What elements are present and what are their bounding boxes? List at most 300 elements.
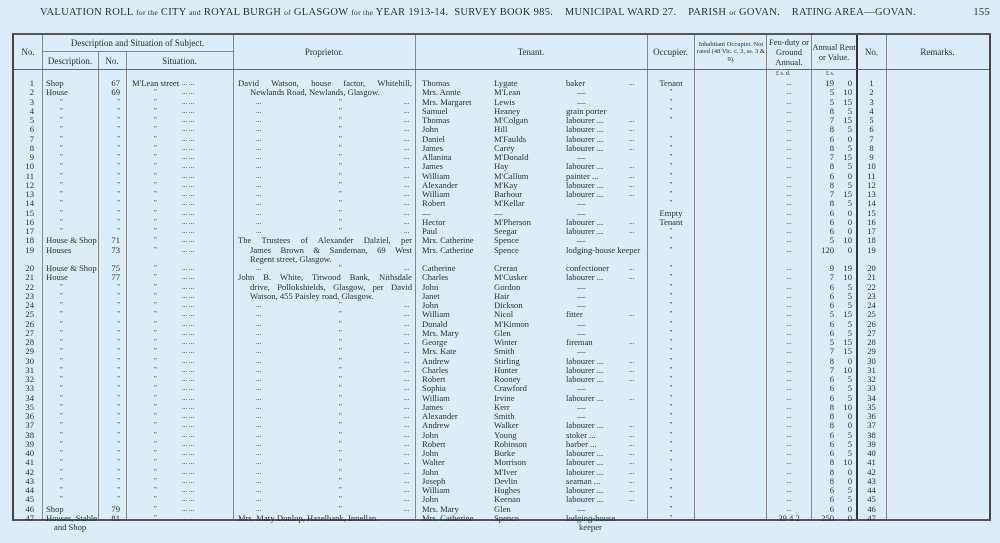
tenant-first-name: John	[422, 429, 439, 440]
proprietor-ditto: "	[339, 162, 342, 171]
tenant-surname: M'Donald	[494, 152, 529, 162]
tenant-first-name: Mrs. Annie	[422, 87, 461, 98]
situation-dots: ... ...	[182, 291, 195, 300]
proprietor-line: Watson, 455 Paisley road, Glasgow.	[250, 290, 374, 301]
occupation: stoker ...	[566, 429, 596, 440]
proprietor-ditto: ...	[256, 208, 262, 217]
row-number: 11	[25, 170, 34, 181]
feu-duty: ...	[786, 476, 792, 485]
feu-duty: ...	[786, 171, 792, 180]
proprietor-ditto: "	[339, 467, 342, 476]
occupier: "	[669, 356, 673, 365]
situation: "	[154, 393, 157, 402]
proprietor-ditto: ...	[256, 458, 262, 467]
row-number: 15	[25, 207, 34, 218]
proprietor-ditto: ...	[404, 208, 410, 217]
description: "	[60, 347, 63, 356]
situation-dots: ... ...	[182, 171, 195, 180]
situation-dots: ... ...	[182, 143, 195, 152]
rent-pounds: 6	[829, 226, 834, 236]
rent-shillings: 5	[847, 142, 852, 153]
street-number: "	[117, 97, 120, 106]
header-occupier: Occupier.	[653, 47, 688, 57]
rent-shillings: 5	[847, 300, 852, 310]
proprietor-ditto: ...	[256, 439, 262, 448]
row-number: 6	[29, 124, 34, 135]
row-number-right: 39	[867, 438, 876, 449]
occupation: seaman ...	[566, 475, 601, 486]
tenant-first-name: Sophia	[422, 383, 446, 394]
feu-duty: ...	[786, 393, 792, 402]
row-number-right: 37	[867, 420, 876, 431]
rent-shillings: 5	[847, 318, 852, 329]
rent-pounds: 7	[829, 364, 834, 375]
rent-pounds: 6	[829, 485, 834, 495]
row-number: 14	[25, 198, 34, 209]
occupier: "	[669, 116, 673, 124]
proprietor-ditto: ...	[404, 328, 410, 337]
row-number-right: 22	[867, 281, 876, 292]
rent-shillings: 0	[847, 512, 852, 523]
row-number: 44	[25, 485, 34, 495]
title-text: for the	[351, 8, 374, 17]
header-annual-rent: Annual Rent or Value.	[812, 42, 856, 62]
occupation: —	[577, 87, 586, 98]
proprietor-ditto: "	[339, 319, 342, 328]
situation-dots: ... ...	[182, 125, 195, 134]
description: "	[60, 227, 63, 235]
rent-pounds: 8	[829, 411, 834, 421]
situation-dots: ... ...	[182, 375, 195, 383]
row-number-right: 9	[869, 152, 874, 162]
rent-pounds: 120	[821, 244, 834, 255]
rent-pounds: 8	[829, 457, 834, 468]
occupation-dots: ...	[629, 476, 635, 485]
feu-duty: ...	[786, 106, 792, 115]
proprietor-ditto: ...	[256, 162, 262, 171]
tenant-first-name: Robert	[422, 198, 446, 209]
rent-pounds: 6	[829, 318, 834, 329]
feu-duty: ...	[786, 97, 792, 106]
proprietor-ditto: ...	[404, 504, 410, 513]
situation-dots: ... ...	[182, 421, 195, 430]
street-number: "	[117, 412, 120, 420]
occupation-dots: ...	[629, 458, 635, 467]
occupier: "	[669, 338, 673, 346]
occupation: —	[577, 207, 586, 218]
occupier: "	[669, 393, 673, 402]
occupation: painter ...	[566, 170, 599, 181]
feu-duty: ...	[786, 227, 792, 235]
row-number: 3	[29, 96, 34, 107]
situation: "	[154, 162, 157, 171]
rent-shillings: 15	[843, 337, 852, 347]
proprietor-ditto: ...	[256, 328, 262, 337]
row-number: 1	[29, 78, 34, 88]
rent-pounds: 5	[829, 96, 834, 107]
street-number: "	[117, 217, 120, 226]
situation-dots: ... ...	[182, 245, 195, 254]
occupation: labourer ...	[566, 364, 604, 375]
row-number: 22	[25, 281, 34, 292]
row-number: 46	[25, 503, 34, 514]
proprietor-ditto: ...	[256, 301, 262, 309]
description: House	[46, 87, 68, 98]
rent-pounds: 7	[829, 346, 834, 357]
situation-dots: ... ...	[182, 162, 195, 171]
situation-dots: ... ...	[182, 319, 195, 328]
situation: "	[154, 180, 157, 189]
feu-duty: ...	[786, 412, 792, 420]
tenant-surname: Walker	[494, 420, 519, 431]
situation: "	[154, 402, 157, 411]
header-remarks: Remarks.	[920, 47, 955, 57]
tenant-surname: Hughes	[494, 485, 521, 495]
feu-duty: ...	[786, 153, 792, 161]
rent-shillings: 5	[847, 281, 852, 292]
proprietor-line: Newlands Road, Newlands, Glasgow.	[250, 87, 380, 98]
occupier: "	[669, 476, 673, 485]
street-number: "	[117, 319, 120, 328]
situation-dots: ... ...	[182, 328, 195, 337]
occupation-dots: ...	[629, 217, 635, 226]
proprietor-ditto: ...	[404, 402, 410, 411]
situation-dots: ... ...	[182, 106, 195, 115]
proprietor-ditto: "	[339, 495, 342, 504]
description: "	[60, 97, 63, 106]
situation-dots: ... ...	[182, 282, 195, 291]
occupation: —	[577, 503, 586, 514]
tenant-first-name: Allanina	[422, 152, 452, 162]
occupation: labourer ...	[566, 142, 604, 153]
occupation: labourer ...	[566, 124, 604, 135]
feu-duty: ...	[786, 217, 792, 226]
occupier: "	[669, 264, 673, 272]
row-number-right: 27	[867, 327, 876, 338]
situation: "	[154, 143, 157, 152]
description: "	[60, 439, 63, 448]
street-number: "	[117, 476, 120, 485]
occupation-dots: ...	[629, 125, 635, 134]
title-text: or	[729, 8, 737, 17]
street-number: "	[117, 328, 120, 337]
feu-duty: ...	[786, 162, 792, 171]
rent-pounds: 5	[829, 235, 834, 246]
tenant-first-name: Catherine	[422, 263, 456, 273]
proprietor-ditto: ...	[256, 430, 262, 439]
proprietor-ditto: ...	[404, 365, 410, 374]
tenant-first-name: William	[422, 309, 450, 320]
row-number-right: 18	[867, 235, 876, 246]
situation-dots: ... ...	[182, 513, 195, 522]
proprietor-ditto: ...	[256, 264, 262, 272]
feu-duty: ...	[786, 384, 792, 393]
situation: "	[154, 356, 157, 365]
row-number-right: 40	[867, 448, 876, 458]
tenant-surname: Glen	[494, 503, 511, 514]
street-number: "	[117, 208, 120, 217]
description: "	[60, 384, 63, 393]
occupation: —	[577, 290, 586, 301]
feu-duty: ...	[786, 338, 792, 346]
rent-pounds: 6	[829, 503, 834, 514]
feu-duty: ...	[786, 421, 792, 430]
proprietor-ditto: ...	[256, 375, 262, 383]
feu-duty: ...	[786, 375, 792, 383]
street-number: "	[117, 199, 120, 208]
feu-duty: ...	[786, 125, 792, 134]
situation-dots: ... ...	[182, 116, 195, 124]
tenant-first-name: Walter	[422, 457, 445, 468]
tenant-first-name: William	[422, 170, 450, 181]
tenant-surname: Seegar	[494, 226, 518, 236]
situation-dots: ... ...	[182, 356, 195, 365]
rent-shillings: 0	[847, 411, 852, 421]
feu-duty: ...	[786, 245, 792, 254]
situation-dots: ... ...	[182, 402, 195, 411]
occupation-dots: ...	[629, 439, 635, 448]
header-proprietor: Proprietor.	[304, 47, 344, 57]
proprietor-ditto: ...	[256, 143, 262, 152]
title-text: for the	[136, 8, 158, 17]
proprietor-ditto: "	[339, 328, 342, 337]
tenant-surname: Kerr	[494, 401, 510, 412]
occupation-dots: ...	[629, 375, 635, 383]
description: "	[60, 125, 63, 134]
row-number: 45	[25, 494, 34, 505]
tenant-first-name: John	[422, 494, 439, 505]
description: Shop	[46, 78, 64, 88]
tenant-surname: Burke	[494, 448, 516, 458]
proprietor-ditto: "	[339, 365, 342, 374]
row-number-right: 8	[869, 142, 874, 153]
row-number: 37	[25, 420, 34, 431]
feu-duty: ...	[786, 458, 792, 467]
proprietor-ditto: ...	[404, 125, 410, 134]
rent-shillings: 0	[847, 170, 852, 181]
tenant-surname: Carey	[494, 142, 515, 153]
document-title	[40, 7, 990, 18]
tenant-surname: M'Kellar	[494, 198, 525, 209]
occupation: labourer ...	[566, 115, 604, 125]
rent-pounds: 7	[829, 272, 834, 283]
occupier: "	[669, 162, 673, 171]
situation: "	[154, 421, 157, 430]
situation: "	[154, 375, 157, 383]
row-number-right: 10	[867, 161, 876, 172]
occupier: "	[669, 282, 673, 291]
proprietor-ditto: "	[339, 310, 342, 319]
row-number: 27	[25, 327, 34, 338]
tenant-first-name: Hector	[422, 216, 446, 227]
title-text: VALUATION ROLL	[40, 7, 134, 18]
feu-duty: ...	[786, 310, 792, 319]
rent-pounds: 6	[829, 383, 834, 394]
description: "	[60, 153, 63, 161]
street-number: 77	[111, 272, 120, 283]
proprietor-ditto: ...	[404, 153, 410, 161]
rent-pounds: 5	[829, 309, 834, 320]
header-feu-duty: Feu-duty or Ground Annual.	[769, 37, 809, 67]
proprietor-ditto: ...	[256, 199, 262, 208]
situation: "	[154, 449, 157, 457]
tenant-first-name: Thomas	[422, 78, 450, 88]
situation: "	[154, 301, 157, 309]
feu-duty: ...	[786, 430, 792, 439]
table-row	[14, 246, 989, 255]
rent-pounds: 6	[829, 216, 834, 227]
rent-shillings: 5	[847, 383, 852, 394]
row-number: 20	[25, 263, 34, 273]
rent-shillings: 0	[847, 216, 852, 227]
occupation: fitter	[566, 309, 583, 320]
description: "	[60, 134, 63, 143]
row-number-right: 6	[869, 124, 874, 135]
situation: "	[154, 384, 157, 393]
proprietor-ditto: ...	[404, 162, 410, 171]
row-number-right: 47	[867, 512, 876, 523]
situation: "	[154, 439, 157, 448]
proprietor-ditto: ...	[256, 393, 262, 402]
row-number-right: 45	[867, 494, 876, 505]
feu-duty: ...	[786, 301, 792, 309]
occupation: labourer ...	[566, 216, 604, 227]
occupier: "	[669, 430, 673, 439]
occupation: labourer ...	[566, 466, 604, 477]
proprietor-ditto: ...	[404, 180, 410, 189]
occupation: labourer ...	[566, 448, 604, 458]
proprietor-ditto: "	[339, 356, 342, 365]
occupation: labourer ...	[566, 374, 604, 384]
occupation: —	[577, 327, 586, 338]
header-number: No.	[105, 55, 119, 66]
proprietor-ditto: ...	[404, 449, 410, 457]
proprietor-ditto: ...	[404, 264, 410, 272]
street-number: "	[117, 495, 120, 504]
row-number-right: 38	[867, 429, 876, 440]
tenant-first-name: Mrs. Mary	[422, 327, 459, 338]
tenant-surname: M'Kinnon	[494, 318, 529, 329]
proprietor-ditto: ...	[256, 310, 262, 319]
rating-area: RATING AREA—GOVAN.	[791, 7, 916, 18]
occupation: grain porter	[566, 105, 607, 116]
row-number-right: 23	[867, 290, 876, 301]
rent-shillings: 5	[847, 179, 852, 190]
situation: "	[154, 513, 157, 522]
situation-dots: ... ...	[182, 449, 195, 457]
proprietor-ditto: ...	[404, 171, 410, 180]
street-number: 69	[111, 87, 120, 98]
occupation-dots: ...	[629, 171, 635, 180]
rent-shillings: 5	[847, 448, 852, 458]
rent-pounds: 6	[829, 170, 834, 181]
rent-pounds: 8	[829, 161, 834, 172]
tenant-surname: Winter	[494, 337, 518, 347]
row-number-right: 14	[867, 198, 876, 209]
rent-shillings: 15	[843, 346, 852, 357]
occupation-dots: ...	[629, 338, 635, 346]
street-number: "	[117, 301, 120, 309]
proprietor-ditto: ...	[256, 365, 262, 374]
situation-dots: ... ...	[182, 393, 195, 402]
feu-duty: ...	[786, 236, 792, 245]
occupier: "	[669, 495, 673, 504]
occupier: "	[669, 143, 673, 152]
row-number: 30	[25, 355, 34, 366]
occupier: "	[669, 467, 673, 476]
rent-shillings: 15	[843, 152, 852, 162]
header-no-right: No.	[864, 47, 879, 57]
street-number: "	[117, 180, 120, 189]
proprietor-ditto: ...	[404, 301, 410, 309]
proprietor-ditto: ...	[404, 97, 410, 106]
occupation: labourer ...	[566, 179, 604, 190]
rent-shillings: 5	[847, 124, 852, 135]
feu-duty: ...	[786, 449, 792, 457]
situation-dots: ... ...	[182, 79, 195, 87]
header-desc-situation: Description and Situation of Subject.	[70, 38, 205, 48]
occupier: "	[669, 365, 673, 374]
street-number: "	[117, 125, 120, 134]
row-number: 5	[29, 115, 34, 125]
tenant-first-name: Alexander	[422, 179, 458, 190]
tenant-first-name: Donald	[422, 318, 448, 329]
row-number-right: 43	[867, 475, 876, 486]
situation: "	[154, 190, 157, 198]
description: "	[60, 495, 63, 504]
rent-pounds: 8	[829, 124, 834, 135]
tenant-surname: Spence	[494, 512, 519, 523]
description: "	[60, 365, 63, 374]
situation-dots: ... ...	[182, 190, 195, 198]
situation-dots: ... ...	[182, 301, 195, 309]
row-number-right: 2	[869, 87, 874, 98]
situation-dots: ... ...	[182, 365, 195, 374]
header-tenant: Tenant.	[517, 47, 545, 57]
street-number: "	[117, 356, 120, 365]
situation-dots: ... ...	[182, 504, 195, 513]
row-number: 38	[25, 429, 34, 440]
proprietor-ditto: "	[339, 208, 342, 217]
proprietor-ditto: ...	[256, 467, 262, 476]
situation-dots: ... ...	[182, 227, 195, 235]
description: "	[60, 171, 63, 180]
rent-shillings: 0	[847, 475, 852, 486]
proprietor-ditto: ...	[404, 106, 410, 115]
proprietor-ditto: "	[339, 421, 342, 430]
street-number: "	[117, 486, 120, 494]
row-number: 31	[25, 364, 34, 375]
row-number-right: 46	[867, 503, 876, 514]
proprietor-ditto: "	[339, 125, 342, 134]
occupier: "	[669, 513, 673, 522]
row-number-right: 21	[867, 272, 876, 283]
occupation: fireman	[566, 337, 593, 347]
occupation: —	[577, 281, 586, 292]
tenant-first-name: John	[422, 281, 439, 292]
proprietor-ditto: "	[339, 97, 342, 106]
situation: "	[154, 412, 157, 420]
occupier: "	[669, 153, 673, 161]
tenant-surname: Gordon	[494, 281, 521, 292]
occupier: "	[669, 106, 673, 115]
situation: "	[154, 486, 157, 494]
tenant-surname: Devlin	[494, 475, 518, 486]
proprietor-ditto: "	[339, 347, 342, 356]
occupation: labourer ...	[566, 133, 604, 144]
occupier: "	[669, 88, 673, 97]
proprietor-ditto: "	[339, 134, 342, 143]
